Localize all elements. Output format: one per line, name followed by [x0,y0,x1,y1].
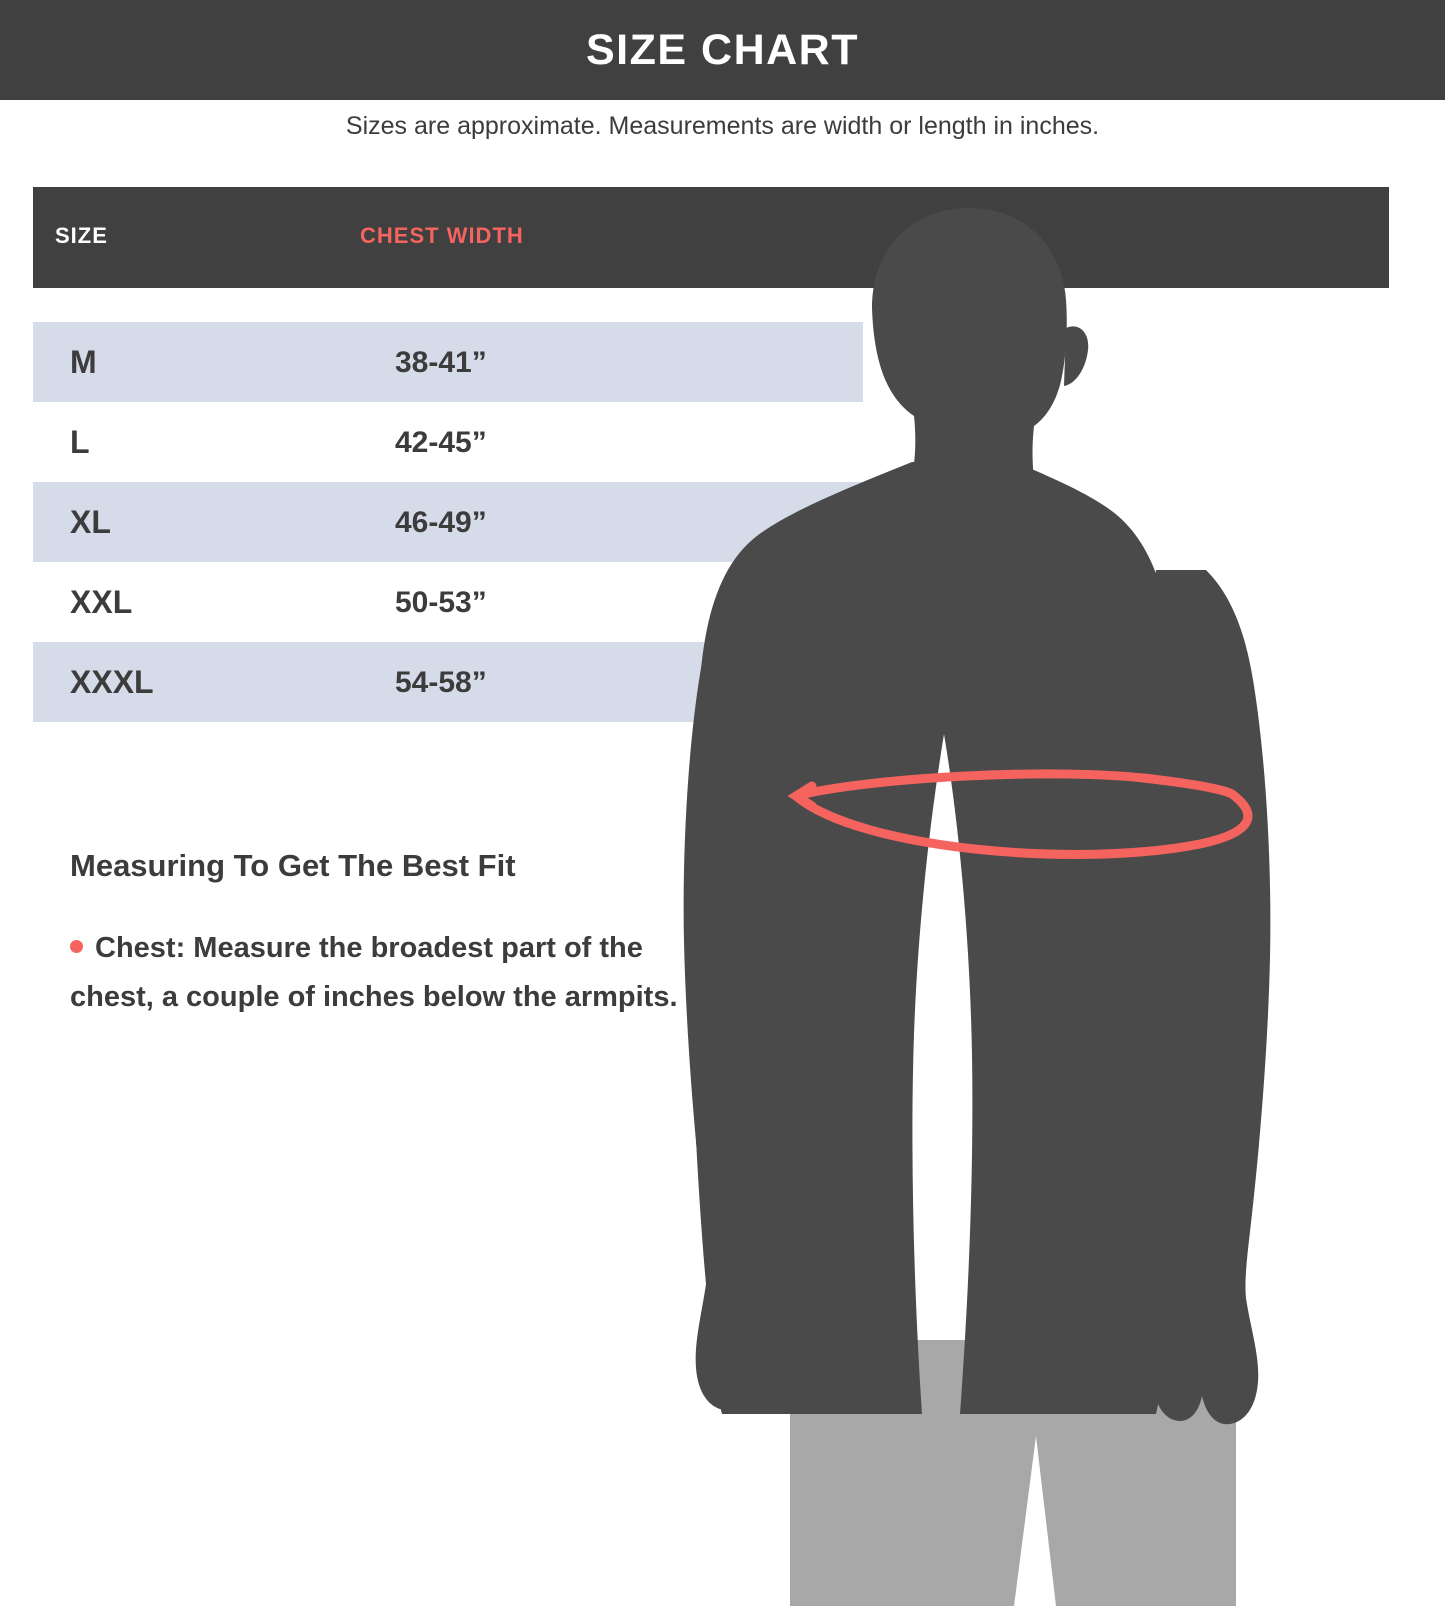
cell-size: XXL [70,584,133,620]
cell-size: XL [70,504,111,540]
notes-heading: Measuring To Get The Best Fit [70,848,516,883]
note-bullet-text: Chest: Measure the broadest part of the chest, a couple of inches below the armpits. [70,932,678,1013]
cell-size: L [70,424,90,460]
cell-size: M [70,344,97,380]
cell-chest-width: 54-58” [395,666,487,699]
torso-silhouette [684,208,1271,1424]
page-subtitle: Sizes are approximate. Measurements are width or length in inches. [345,112,1100,140]
page-header [0,0,1445,100]
cell-chest-width: 50-53” [395,586,487,619]
column-header-chest-width: CHEST WIDTH [360,223,524,248]
cell-chest-width: 46-49” [395,506,487,539]
body-figure [600,190,1445,1606]
cell-chest-width: 42-45” [395,426,487,459]
cell-chest-width: 38-41” [395,346,487,379]
column-header-size: SIZE [55,223,108,248]
bullet-dot-icon [70,940,83,953]
cell-size: XXXL [70,664,154,700]
page-title: SIZE CHART [586,25,859,74]
